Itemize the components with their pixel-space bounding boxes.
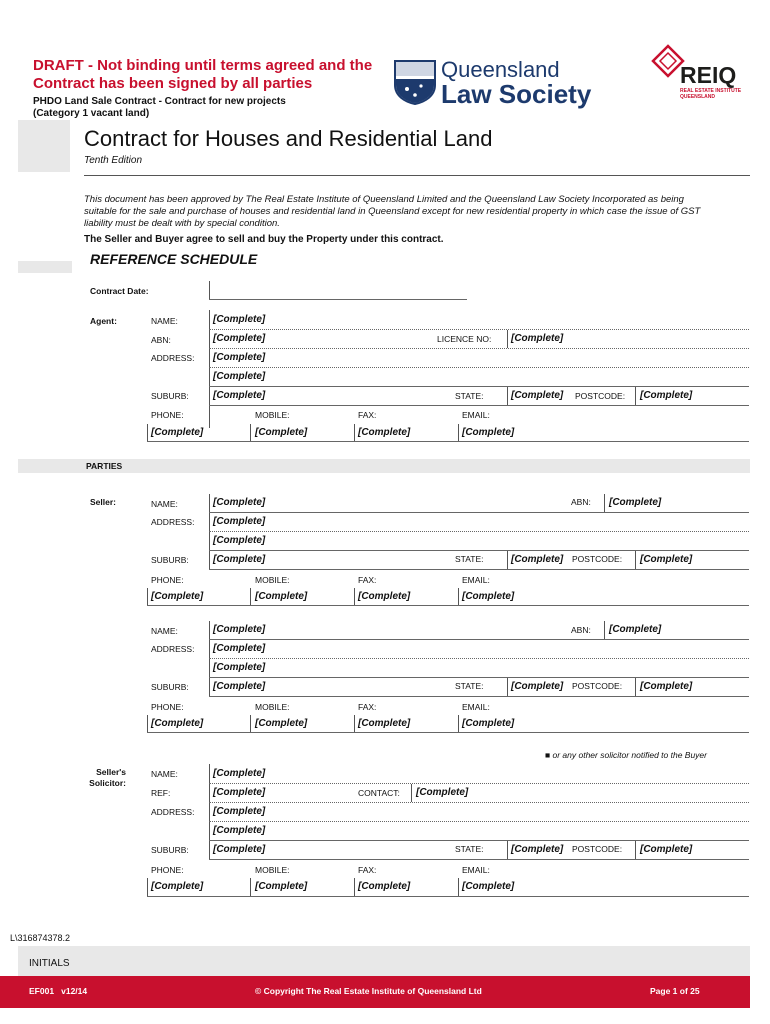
divider	[458, 588, 459, 605]
solicitor-mobile-input[interactable]: [Complete]	[255, 881, 308, 892]
divider	[458, 878, 459, 896]
divider	[635, 387, 636, 405]
solicitor-name-label: NAME:	[151, 769, 178, 779]
seller1-mobile-input[interactable]: [Complete]	[255, 591, 308, 602]
divider	[250, 424, 251, 441]
schedule-grey-marker	[18, 261, 72, 273]
divider	[209, 512, 749, 513]
agent-state-input[interactable]: [Complete]	[511, 390, 564, 401]
reiq-subtitle-line-2: QUEENSLAND	[680, 94, 716, 100]
divider	[354, 588, 355, 605]
qls-name-line-2: Law Society	[441, 79, 592, 109]
divider	[147, 715, 148, 732]
divider	[209, 859, 749, 860]
solicitor-contact-label: CONTACT:	[358, 788, 400, 798]
solicitor-note: ■ or any other solicitor notified to the Buyer	[545, 750, 707, 760]
divider	[635, 551, 636, 569]
reiq-logo	[625, 44, 750, 114]
divider	[209, 569, 749, 570]
divider	[209, 677, 749, 678]
document-reference: L\316874378.2	[10, 933, 71, 943]
agent-phone-label: PHONE:	[151, 410, 184, 420]
form-code: EF001 v12/14	[29, 986, 88, 996]
seller1-address-input-2[interactable]: [Complete]	[213, 535, 266, 546]
agent-email-input[interactable]: [Complete]	[462, 427, 515, 438]
solicitor-phone-input[interactable]: [Complete]	[151, 881, 204, 892]
seller2-postcode-input[interactable]: [Complete]	[640, 681, 693, 692]
reference-schedule-title: REFERENCE SCHEDULE	[90, 251, 258, 267]
subheading-line-2: (Category 1 vacant land)	[33, 108, 150, 119]
divider	[209, 367, 749, 368]
solicitor-suburb-label: SUBURB:	[151, 845, 189, 855]
divider	[507, 330, 508, 348]
divider	[147, 732, 749, 733]
solicitor-contact-input[interactable]: [Complete]	[416, 787, 469, 798]
divider	[458, 424, 459, 441]
agent-name-input[interactable]: [Complete]	[213, 314, 266, 325]
divider	[209, 658, 749, 659]
seller2-name-input[interactable]: [Complete]	[213, 624, 266, 635]
seller2-mobile-label: MOBILE:	[255, 702, 290, 712]
seller2-name-label: NAME:	[151, 626, 178, 636]
divider	[209, 840, 749, 841]
seller2-mobile-input[interactable]: [Complete]	[255, 718, 308, 729]
seller2-fax-input[interactable]: [Complete]	[358, 718, 411, 729]
divider	[507, 387, 508, 405]
agreement-statement: The Seller and Buyer agree to sell and buy the Property under this contract.	[84, 234, 444, 245]
reiq-subtitle	[680, 88, 741, 100]
seller-label: Seller:	[90, 497, 116, 507]
page-title: Contract for Houses and Residential Land	[84, 126, 493, 151]
edition-label: Tenth Edition	[84, 155, 143, 166]
seller1-phone-label: PHONE:	[151, 575, 184, 585]
divider	[411, 784, 412, 802]
agent-state-label: STATE:	[455, 391, 484, 401]
seller1-phone-input[interactable]: [Complete]	[151, 591, 204, 602]
seller1-name-label: NAME:	[151, 499, 178, 509]
divider	[458, 715, 459, 732]
agent-address-input-2[interactable]: [Complete]	[213, 371, 266, 382]
agent-mobile-label: MOBILE:	[255, 410, 290, 420]
qls-name-line-1: Queensland	[441, 57, 560, 82]
divider	[209, 348, 749, 349]
solicitor-suburb-input[interactable]: [Complete]	[213, 844, 266, 855]
subheading-line-1: PHDO Land Sale Contract - Contract for new projects	[33, 96, 286, 107]
agent-fax-label: FAX:	[358, 410, 377, 420]
divider	[147, 896, 749, 897]
seller2-email-input[interactable]: [Complete]	[462, 718, 515, 729]
title-grey-block	[18, 120, 70, 172]
contract-date-input[interactable]	[209, 299, 467, 300]
solicitor-ref-label: REF:	[151, 788, 171, 798]
divider	[604, 494, 605, 512]
agent-label: Agent:	[90, 316, 117, 326]
seller1-email-label: EMAIL:	[462, 575, 490, 585]
divider	[507, 551, 508, 569]
solicitor-state-input[interactable]: [Complete]	[511, 844, 564, 855]
agent-suburb-label: SUBURB:	[151, 391, 189, 401]
seller1-postcode-label: POSTCODE:	[572, 554, 623, 564]
seller1-abn-label: ABN:	[571, 497, 591, 507]
divider	[635, 678, 636, 696]
divider	[250, 878, 251, 896]
seller2-suburb-input[interactable]: [Complete]	[213, 681, 266, 692]
agent-abn-label: ABN:	[151, 335, 171, 345]
seller2-abn-label: ABN:	[571, 625, 591, 635]
divider	[507, 841, 508, 859]
divider	[209, 494, 210, 570]
agent-abn-input[interactable]: [Complete]	[213, 333, 266, 344]
copyright-notice: © Copyright The Real Estate Institute of Queensland Ltd	[255, 986, 482, 996]
seller2-suburb-label: SUBURB:	[151, 682, 189, 692]
divider	[354, 424, 355, 441]
reiq-subtitle-line-1: REAL ESTATE INSTITUTE	[680, 88, 742, 94]
divider	[250, 715, 251, 732]
solicitor-phone-label: PHONE:	[151, 865, 184, 875]
seller2-phone-input[interactable]: [Complete]	[151, 718, 204, 729]
divider	[209, 764, 210, 859]
seller2-state-label: STATE:	[455, 681, 484, 691]
divider	[147, 878, 148, 896]
solicitor-mobile-label: MOBILE:	[255, 865, 290, 875]
solicitor-email-label: EMAIL:	[462, 865, 490, 875]
divider	[209, 386, 749, 387]
seller2-postcode-label: POSTCODE:	[572, 681, 623, 691]
solicitor-email-input[interactable]: [Complete]	[462, 881, 515, 892]
seller1-abn-input[interactable]: [Complete]	[609, 497, 662, 508]
seller2-address-input-2[interactable]: [Complete]	[213, 662, 266, 673]
sellers-solicitor-label	[88, 767, 126, 789]
seller1-email-input[interactable]: [Complete]	[462, 591, 515, 602]
agent-phone-input[interactable]: [Complete]	[151, 427, 204, 438]
seller2-phone-label: PHONE:	[151, 702, 184, 712]
solicitor-state-label: STATE:	[455, 844, 484, 854]
seller1-address-input-1[interactable]: [Complete]	[213, 516, 266, 527]
agent-postcode-input[interactable]: [Complete]	[640, 390, 693, 401]
page-footer	[0, 976, 750, 1008]
agent-licence-label: LICENCE NO:	[437, 334, 492, 344]
title-divider	[84, 175, 750, 176]
agent-divider	[209, 310, 210, 428]
parties-bar	[18, 459, 750, 473]
qls-shield-icon	[393, 59, 437, 105]
divider	[209, 783, 749, 784]
agent-suburb-input[interactable]: [Complete]	[213, 390, 266, 401]
page-number: Page 1 of 25	[650, 986, 700, 996]
divider	[209, 405, 749, 406]
divider	[147, 424, 148, 441]
initials-bar	[18, 946, 750, 976]
divider	[354, 715, 355, 732]
divider	[635, 841, 636, 859]
divider	[147, 588, 148, 605]
agent-address-input-1[interactable]: [Complete]	[213, 352, 266, 363]
seller1-suburb-label: SUBURB:	[151, 555, 189, 565]
reiq-name: REIQ	[680, 62, 737, 88]
qls-logo	[393, 57, 599, 111]
seller1-name-input[interactable]: [Complete]	[213, 497, 266, 508]
divider	[209, 639, 749, 640]
seller2-state-input[interactable]: [Complete]	[511, 681, 564, 692]
seller2-abn-input[interactable]: [Complete]	[609, 624, 662, 635]
agent-licence-input[interactable]: [Complete]	[511, 333, 564, 344]
divider	[250, 588, 251, 605]
seller1-fax-input[interactable]: [Complete]	[358, 591, 411, 602]
divider	[209, 621, 210, 697]
seller2-email-label: EMAIL:	[462, 702, 490, 712]
parties-title: PARTIES	[86, 461, 123, 471]
solicitor-fax-label: FAX:	[358, 865, 377, 875]
agent-address-label: ADDRESS:	[151, 353, 195, 363]
draft-line-1: DRAFT - Not binding until terms agreed and the	[33, 57, 373, 74]
solicitor-name-input[interactable]: [Complete]	[213, 768, 266, 779]
divider	[209, 329, 749, 330]
agent-mobile-input[interactable]: [Complete]	[255, 427, 308, 438]
draft-notice	[33, 57, 393, 93]
seller1-suburb-input[interactable]: [Complete]	[213, 554, 266, 565]
agent-name-label: NAME:	[151, 316, 178, 326]
agent-postcode-label: POSTCODE:	[575, 391, 626, 401]
seller1-postcode-input[interactable]: [Complete]	[640, 554, 693, 565]
solicitor-postcode-label: POSTCODE:	[572, 844, 623, 854]
seller1-state-input[interactable]: [Complete]	[511, 554, 564, 565]
intro-paragraph: This document has been approved by The Real Estate Institute of Queensland Limited and the Queensland Law Society Incorporated as being suitable for the sale and purchase of houses and residential land in Queensland except for new residential property in which case the issue of GST liability must be dealt with by special condition.	[84, 194, 701, 229]
contract-date-label: Contract Date:	[90, 286, 149, 296]
solicitor-postcode-input[interactable]: [Complete]	[640, 844, 693, 855]
contract-subheading	[33, 96, 286, 120]
divider	[147, 441, 749, 442]
divider	[147, 605, 749, 606]
divider	[209, 821, 749, 822]
seller1-state-label: STATE:	[455, 554, 484, 564]
divider	[209, 550, 749, 551]
divider	[507, 678, 508, 696]
divider	[209, 281, 210, 299]
seller2-address-input-1[interactable]: [Complete]	[213, 643, 266, 654]
solicitor-address-input-2[interactable]: [Complete]	[213, 825, 266, 836]
solicitor-ref-input[interactable]: [Complete]	[213, 787, 266, 798]
divider	[209, 696, 749, 697]
solicitor-address-input-1[interactable]: [Complete]	[213, 806, 266, 817]
agent-email-label: EMAIL:	[462, 410, 490, 420]
agent-fax-input[interactable]: [Complete]	[358, 427, 411, 438]
seller2-fax-label: FAX:	[358, 702, 377, 712]
divider	[209, 531, 749, 532]
solicitor-fax-input[interactable]: [Complete]	[358, 881, 411, 892]
divider	[604, 621, 605, 639]
draft-line-2: Contract has been signed by all parties	[33, 75, 313, 92]
seller2-address-label: ADDRESS:	[151, 644, 195, 654]
sellers-solicitor-label-line-2: Solicitor:	[89, 778, 126, 788]
seller1-address-label: ADDRESS:	[151, 517, 195, 527]
initials-label: INITIALS	[29, 958, 70, 969]
seller1-fax-label: FAX:	[358, 575, 377, 585]
sellers-solicitor-label-line-1: Seller's	[96, 767, 126, 777]
solicitor-address-label: ADDRESS:	[151, 807, 195, 817]
divider	[354, 878, 355, 896]
divider	[209, 802, 749, 803]
seller1-mobile-label: MOBILE:	[255, 575, 290, 585]
